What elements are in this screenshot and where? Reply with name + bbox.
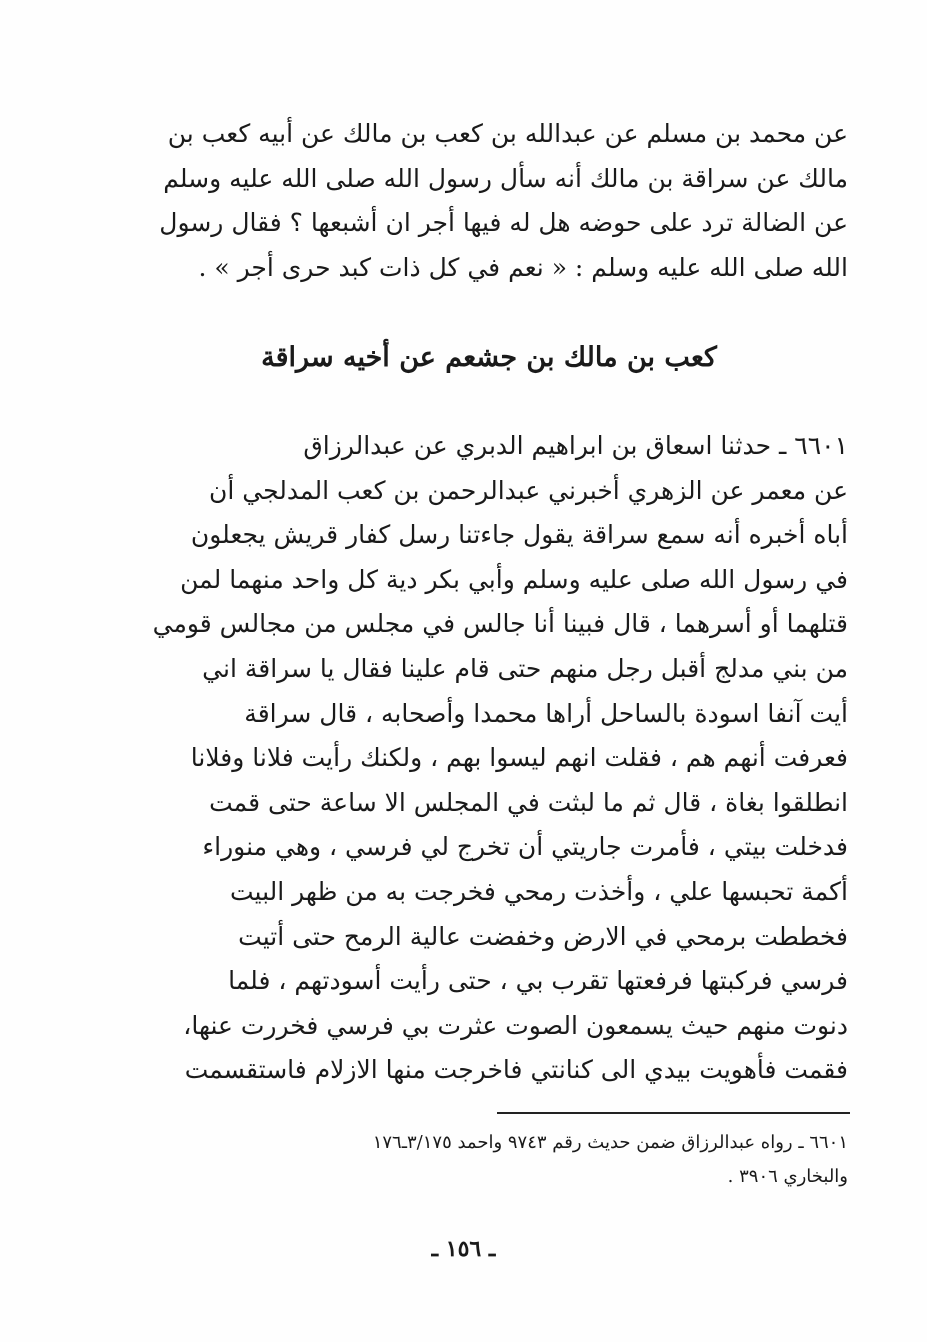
- text-line: ٦٦٠١ ـ حدثنا اسعاق بن ابراهيم الدبري عن عبدالرزاق: [303, 431, 848, 460]
- intro-paragraph: [130, 112, 848, 290]
- text-line: أكمة تحبسها علي ، وأخذت رمحي فخرجت به من ظهر البيت: [229, 876, 848, 906]
- text-line: عن محمد بن مسلم عن عبدالله بن كعب بن مالك عن أبيه كعب بن: [167, 119, 848, 148]
- text-line: قتلهما أو أسرهما ، قال فبينا أنا جالس في مجلس من مجالس قومي: [152, 609, 848, 639]
- text-line: دنوت منهم حيث يسمعون الصوت عثرت بي فرسي فخررت عنها،: [183, 1010, 848, 1040]
- text-line: الله صلى الله عليه وسلم : « نعم في كل ذات كبد حرى أجر » .: [198, 252, 848, 282]
- text-line: فخططت برمحي في الارض وخفضت عالية الرمح حتى أتيت: [238, 921, 848, 951]
- footnote-line: ٦٦٠١ ـ رواه عبدالرزاق ضمن حديث رقم ٩٧٤٣ واحمد ٣/١٧٥ـ١٧٦: [372, 1132, 848, 1153]
- text-line: في رسول الله صلى عليه وسلم وأبي بكر دية كل واحد منهما لمن: [180, 564, 848, 594]
- section-heading: كعب بن مالك بن جشعم عن أخيه سراقة: [261, 342, 717, 373]
- text-line: من بني مدلج أقبل رجل منهم حتى قام علينا فقال يا سراقة اني: [202, 653, 848, 683]
- text-line: فرسي فركبتها فرفعتها تقرب بي ، حتى رأيت أسودتهم ، فلما: [228, 966, 848, 996]
- text-line: عن معمر عن الزهري أخبرني عبدالرحمن بن كعب المدلجي أن: [209, 475, 848, 505]
- main-paragraph: [130, 424, 848, 1093]
- text-line: فدخلت بيتي ، فأمرت جاريتي أن تخرج لي فرسي ، وهي منوراء: [202, 832, 848, 862]
- footnote-divider: [497, 1112, 850, 1114]
- text-line: انطلقوا بغاة ، قال ثم ما لبثت في المجلس الا ساعة حتى قمت: [209, 787, 848, 817]
- footnote-line: والبخاري ٣٩٠٦ .: [727, 1166, 848, 1187]
- text-line: فعرفت أنهم هم ، فقلت انهم ليسوا بهم ، ولكنك رأيت فلانا وفلانا: [190, 743, 848, 773]
- footnote: [130, 1126, 848, 1194]
- text-line: عن الضالة ترد على حوضه هل له فيها أجر ان أشبعها ؟ فقال رسول: [159, 208, 848, 238]
- text-line: أباه أخبره أنه سمع سراقة يقول جاءتنا رسل كفار قريش يجعلون: [190, 520, 848, 550]
- text-line: فقمت فأهويت بيدي الى كنانتي فاخرجت منها الازلام فاستقسمت: [184, 1055, 848, 1085]
- text-line: أيت آنفا اسودة بالساحل أراها محمدا وأصحابه ، قال سراقة: [244, 698, 848, 728]
- page-number: ـ ١٥٦ ـ: [431, 1236, 496, 1262]
- text-line: مالك عن سراقة بن مالك أنه سأل رسول الله صلى الله عليه وسلم: [163, 163, 848, 193]
